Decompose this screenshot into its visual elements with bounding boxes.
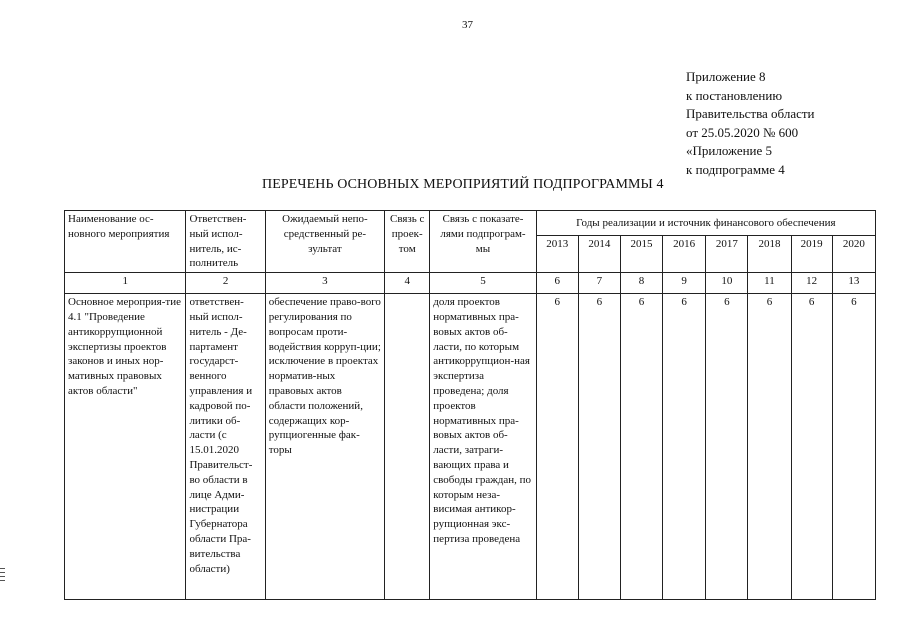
column-number: 5 xyxy=(430,273,536,294)
executor-cell: ответствен-ный испол-нитель - Де-партамент государст-венного управления и кадровой по-литики об-ласти (с 15.01.2020 Правительст-во области в лице Адми-нистрации Губернатора области Пра-вительства области) xyxy=(186,294,265,600)
year-value-cell: 6 xyxy=(663,294,706,600)
column-number: 12 xyxy=(791,273,832,294)
appendix-line: Приложение 8 xyxy=(686,69,766,84)
column-number: 3 xyxy=(265,273,384,294)
header-name: Наименование ос-новного мероприятия xyxy=(65,211,186,273)
binding-mark xyxy=(0,572,5,573)
appendix-line: к подпрограмме 4 xyxy=(686,161,785,177)
column-number: 9 xyxy=(663,273,706,294)
year-header: 2016 xyxy=(663,236,706,273)
appendix-line: «Приложение 5 xyxy=(686,143,773,158)
result-cell: обеспечение право-вого регулирования по вопросам проти-водействия корруп-ции; исключение в проектах норматив-ных правовых актов области положений, содержащих кор-рупциогенные фак-торы xyxy=(265,294,384,600)
year-header: 2020 xyxy=(832,236,875,273)
year-header: 2015 xyxy=(620,236,662,273)
appendix-line: Правительства области xyxy=(686,106,815,121)
year-header: 2013 xyxy=(536,236,578,273)
year-value-cell: 6 xyxy=(748,294,791,600)
binding-mark xyxy=(0,576,5,577)
appendix-line: к постановлению xyxy=(686,87,783,103)
column-number-row xyxy=(65,273,876,294)
header-finance-years: Годы реализации и источник финансового обеспечения xyxy=(536,211,875,236)
header-row xyxy=(65,211,876,236)
year-value-cell: 6 xyxy=(791,294,832,600)
column-number: 2 xyxy=(186,273,265,294)
binding-mark xyxy=(0,568,5,569)
year-header: 2019 xyxy=(791,236,832,273)
appendix-line: от 25.05.2020 № 600 xyxy=(686,124,799,140)
year-value-cell: 6 xyxy=(536,294,578,600)
header-project-link: Связь с проек-том xyxy=(385,211,430,273)
year-header: 2018 xyxy=(748,236,791,273)
column-number: 13 xyxy=(832,273,875,294)
column-number: 4 xyxy=(385,273,430,294)
measures-table xyxy=(64,210,876,600)
column-number: 11 xyxy=(748,273,791,294)
binding-mark xyxy=(0,580,5,581)
year-value-cell: 6 xyxy=(620,294,662,600)
project-link-cell xyxy=(385,294,430,600)
table-row xyxy=(65,294,876,600)
year-header: 2014 xyxy=(578,236,620,273)
column-number: 1 xyxy=(65,273,186,294)
page-number: 37 xyxy=(462,19,473,31)
column-number: 7 xyxy=(578,273,620,294)
measure-name-cell: Основное мероприя-тие 4.1 "Проведение антикоррупционной экспертизы проектов законов и иных нор-мативных правовых актов области" xyxy=(65,294,186,600)
year-header: 2017 xyxy=(706,236,748,273)
header-indicator-link: Связь с показате-лями подпрограм-мы xyxy=(430,211,536,273)
year-value-cell: 6 xyxy=(578,294,620,600)
indicator-link-cell: доля проектов нормативных пра-вовых актов об-ласти, по которым антикоррупцион-ная экспертиза проведена; доля проектов нормативных пра-вовых актов об-ласти, затраги-вающих права и свободы граждан, по которым неза-висимая антикор-рупционная экс-пертиза проведена xyxy=(430,294,536,600)
binding-marks xyxy=(0,568,5,584)
document-title: ПЕРЕЧЕНЬ ОСНОВНЫХ МЕРОПРИЯТИЙ ПОДПРОГРАММЫ 4 xyxy=(262,177,664,192)
header-result: Ожидаемый непо-средственный ре-зультат xyxy=(265,211,384,273)
column-number: 8 xyxy=(620,273,662,294)
column-number: 10 xyxy=(706,273,748,294)
year-value-cell: 6 xyxy=(706,294,748,600)
column-number: 6 xyxy=(536,273,578,294)
appendix-block xyxy=(686,68,815,179)
year-value-cell: 6 xyxy=(832,294,875,600)
header-executor: Ответствен-ный испол-нитель, ис-полнитель xyxy=(186,211,265,273)
